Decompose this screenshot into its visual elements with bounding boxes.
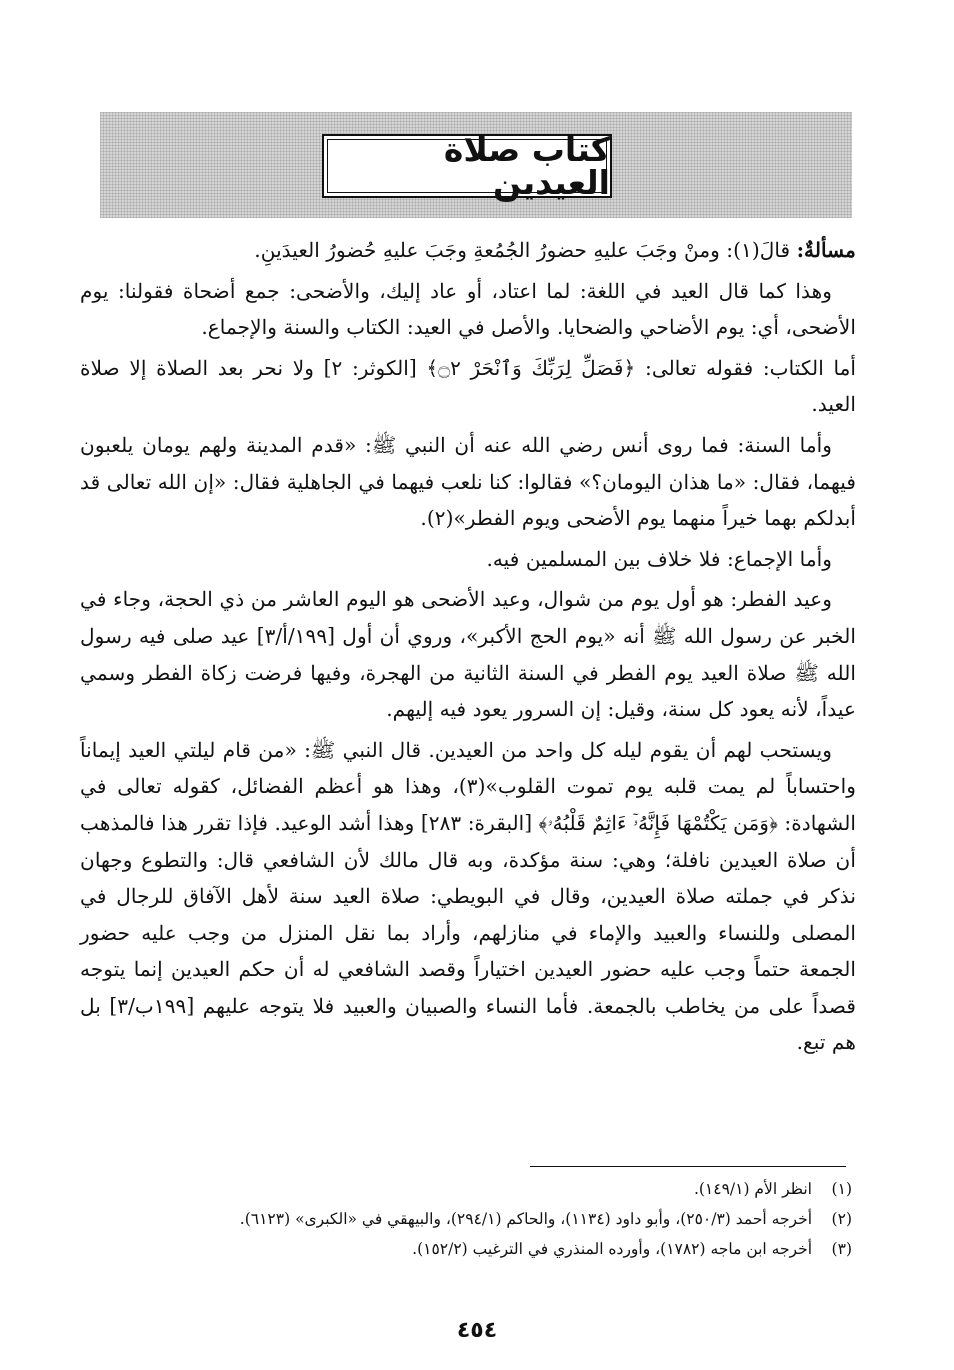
footnotes bbox=[80, 1174, 852, 1264]
footnote-number: (١) bbox=[831, 1180, 852, 1198]
footnote-item bbox=[80, 1204, 852, 1234]
paragraph-eid-fitr bbox=[80, 581, 856, 727]
paragraph-text: أما الكتاب: فقوله تعالى: ﴿فَصَلِّ لِرَبِّكَ وَٱنْحَرْ ۝٢﴾ [الكوثر: ٢] ولا نحر بعد الصلاة إلا صلاة العيد. bbox=[80, 355, 857, 417]
footnote-item bbox=[80, 1174, 852, 1204]
paragraph-night-prayer bbox=[80, 732, 856, 1061]
paragraph-language bbox=[80, 273, 856, 346]
footnote-text: انظر الأم (١٤٩/١). bbox=[693, 1180, 812, 1198]
paragraph-text: وعيد الفطر: هو أول يوم من شوال، وعيد الأضحى هو اليوم العاشر من ذي الحجة، وجاء في الخبر عن رسول الله ﷺ أنه «يوم الحج الأكبر»، وروي أن أول [١٩٩/أ/٣] عيد صلى فيه رسول الله ﷺ صلاة العيد يوم الفطر في السنة الثانية من الهجرة، وفيها فرضت زكاة الفطر وسمي عيداً، لأنه يعود كل سنة، وقيل: إن السرور يعود فيه إليهم. bbox=[80, 587, 856, 722]
footnote-text: أخرجه أحمد (٢٥٠/٣)، وأبو داود (١١٣٤)، والحاكم (٢٩٤/١)، والبيهقي في «الكبرى» (٦١٢٣). bbox=[239, 1210, 812, 1228]
paragraph-text: وأما السنة: فما روى أنس رضي الله عنه أن النبي ﷺ: «قدم المدينة ولهم يومان يلعبون فيهما، فقال: «ما هذان اليومان؟» فقالوا: كنا نلعب فيهما في الجاهلية فقال: «إن الله تعالى قد أبدلكم بهما خيراً منهما يوم الأضحى ويوم الفطر»(٢). bbox=[80, 432, 856, 531]
footnote-text: أخرجه ابن ماجه (١٧٨٢)، وأورده المنذري في الترغيب (١٥٢/٢). bbox=[412, 1240, 812, 1258]
footnote-item bbox=[80, 1234, 852, 1264]
footnote-divider bbox=[530, 1166, 846, 1167]
masala-label: مسألةٌ: bbox=[796, 238, 856, 262]
paragraph-kitab bbox=[80, 350, 856, 423]
paragraph-text: وأما الإجماع: فلا خلاف بين المسلمين فيه. bbox=[486, 546, 832, 571]
paragraph-text: ويستحب لهم أن يقوم ليله كل واحد من العيدين. قال النبي ﷺ: «من قام ليلتي العيد إيماناً واحتساباً لم يمت قلبه يوم تموت القلوب»(٣)، وهذا هو أعظم الفضائل، كقوله تعالى في الشهادة: ﴿وَمَن يَكْتُمْهَا فَإِنَّهُۥٓ ءَاثِمٌ قَلْبُهُۥ﴾ [البقرة: ٢٨٣] وهذا أشد الوعيد. فإذا تقرر هذا فالمذهب أن صلاة العيدين نافلة؛ وهي: سنة مؤكدة، وبه قال مالك لأن الشافعي قال: والتطوع وجهان نذكر في جملته صلاة العيدين، وقال في البويطي: صلاة العيد سنة لأهل الآفاق للرجال في المصلى وللنساء والعبيد والإماء في منازلهم، وأراد بما نقل المنزل من وجب عليه حضور الجمعة حتماً وجب عليه حضور العيدين اختياراً وقصد الشافعي له أن حكم العيدين إنما يتوجه قصداً على من يخاطب بالجمعة. فأما النساء والصبيان والعبيد فلا يتوجه عليهم [١٩٩ب/٣] بل هم تبع. bbox=[80, 737, 856, 1055]
paragraph-sunnah bbox=[80, 427, 856, 537]
footnote-number: (٣) bbox=[831, 1240, 852, 1258]
footnote-number: (٢) bbox=[831, 1210, 852, 1228]
paragraph-text: قالَ(١): ومنْ وجَبَ عليهِ حضورُ الجُمُعةِ وجَبَ عليهِ حُضورُ العيدَينِ. bbox=[254, 238, 797, 262]
chapter-title-box bbox=[322, 130, 612, 202]
paragraph-ijma bbox=[80, 541, 856, 578]
main-text bbox=[80, 232, 856, 1065]
page-number: ٤٥٤ bbox=[456, 1318, 498, 1343]
paragraph-masala bbox=[80, 232, 856, 269]
chapter-title: كتاب صلاة العيدين bbox=[443, 130, 610, 202]
paragraph-text: وهذا كما قال العيد في اللغة: لما اعتاد، أو عاد إليك، والأضحى: جمع أضحاة فقولنا: يوم الأضحى، أي: يوم الأضاحي والضحايا. والأصل في العيد: الكتاب والسنة والإجماع. bbox=[80, 278, 856, 340]
